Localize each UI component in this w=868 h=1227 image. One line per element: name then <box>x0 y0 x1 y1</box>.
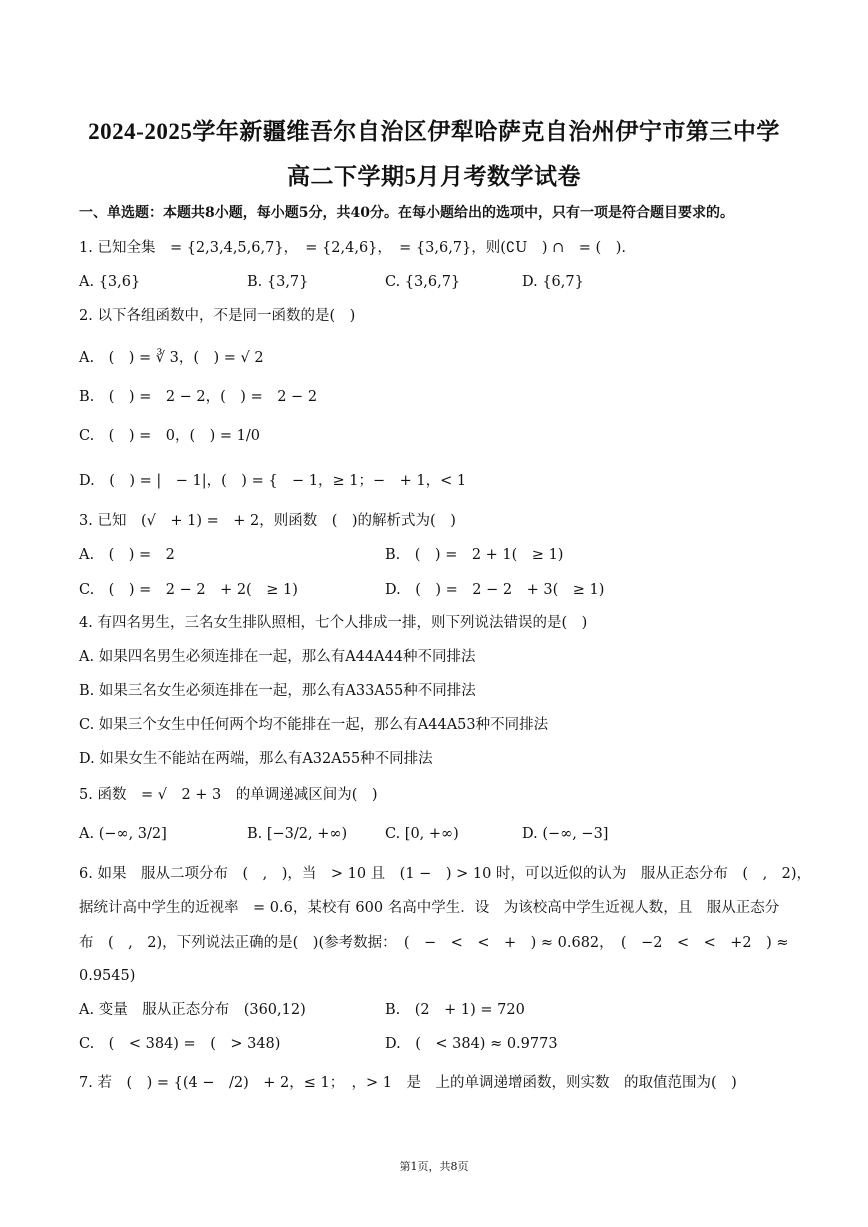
q6-option-b: B. (2 + 1) = 720 <box>385 1002 525 1018</box>
q2-option-c: C. ( ) = 0，( ) = 1/0 <box>79 428 261 444</box>
q4-option-b: B. 如果三名女生必须连排在一起，那么有A33A55种不同排法 <box>79 683 476 699</box>
q6-line4: 0.9545) <box>79 968 136 984</box>
q5-option-d: D. (−∞, −3] <box>522 826 609 842</box>
q4-option-a: A. 如果四名男生必须连排在一起，那么有A44A44种不同排法 <box>79 649 476 665</box>
q5-option-a: A. (−∞, 3/2] <box>79 826 167 842</box>
q5-option-b: B. [−3/2, +∞) <box>247 826 348 842</box>
section-heading: 一、单选题：本题共8小题，每小题5分，共40分。在每小题给出的选项中，只有一项是符合题目要求的。 <box>79 205 734 221</box>
q3-stem: 3. 已知 (√ + 1) = + 2，则函数 ( )的解析式为( ) <box>79 513 456 529</box>
q6-option-c: C. ( < 384) = ( > 348) <box>79 1036 281 1052</box>
q1-option-b: B. {3,7} <box>247 274 309 290</box>
q6-line1: 6. 如果 服从二项分布 ( , )，当 > 10 且 (1 − ) > 10 时，可以近似的认为 服从正态分布 ( , 2)， <box>79 866 812 882</box>
q3-option-b: B. ( ) = 2 + 1( ≥ 1) <box>385 547 564 563</box>
q2-option-a: A. ( ) = ∛ 3，( ) = √ 2 <box>79 350 264 366</box>
q1-option-d: D. {6,7} <box>522 274 584 290</box>
q4-stem: 4. 有四名男生，三名女生排队照相，七个人排成一排，则下列说法错误的是( ) <box>79 615 588 631</box>
page-footer: 第1页，共8页 <box>399 1160 469 1173</box>
q2-option-d: D. ( ) = | − 1|，( ) = { − 1，≥ 1；− + 1，< 1 <box>79 473 467 489</box>
q6-option-d: D. ( < 384) ≈ 0.9773 <box>385 1036 558 1052</box>
q6-line2: 据统计高中学生的近视率 = 0.6，某校有 600 名高中学生．设 为该校高中学生近视人数，且 服从正态分 <box>79 900 780 916</box>
q6-line3: 布 ( , 2)，下列说法正确的是( )(参考数据： ( − < < + ) ≈ 0.682， ( −2 < < +2 ) ≈ <box>79 935 789 951</box>
q5-option-c: C. [0, +∞) <box>385 826 459 842</box>
q5-stem: 5. 函数 = √ 2 + 3 的单调递减区间为( ) <box>79 787 378 803</box>
q2-option-b: B. ( ) = 2 − 2，( ) = 2 − 2 <box>79 389 318 405</box>
exam-title-line1: 2024-2025学年新疆维吾尔自治区伊犁哈萨克自治州伊宁市第三中学 <box>88 119 780 144</box>
q1-stem: 1. 已知全集 = {2,3,4,5,6,7}， = {2,4,6}， = {3,6,7}，则(∁U ) ∩ = ( ). <box>79 240 626 256</box>
q2-stem: 2. 以下各组函数中，不是同一函数的是( ) <box>79 308 356 324</box>
q1-option-a: A. {3,6} <box>79 274 141 290</box>
q4-option-d: D. 如果女生不能站在两端，那么有A32A55种不同排法 <box>79 751 433 767</box>
q3-option-a: A. ( ) = 2 <box>79 547 175 563</box>
q3-option-c: C. ( ) = 2 − 2 + 2( ≥ 1) <box>79 582 298 598</box>
q7-stem: 7. 若 ( ) = {(4 − /2) + 2，≤ 1； ，> 1 是 上的单调递增函数，则实数 的取值范围为( ) <box>79 1075 737 1091</box>
q1-option-c: C. {3,6,7} <box>385 274 461 290</box>
q3-option-d: D. ( ) = 2 − 2 + 3( ≥ 1) <box>385 582 605 598</box>
exam-title-line2: 高二下学期5月月考数学试卷 <box>287 164 581 189</box>
q4-option-c: C. 如果三个女生中任何两个均不能排在一起，那么有A44A53种不同排法 <box>79 717 549 733</box>
q6-option-a: A. 变量 服从正态分布 (360,12) <box>79 1002 306 1018</box>
